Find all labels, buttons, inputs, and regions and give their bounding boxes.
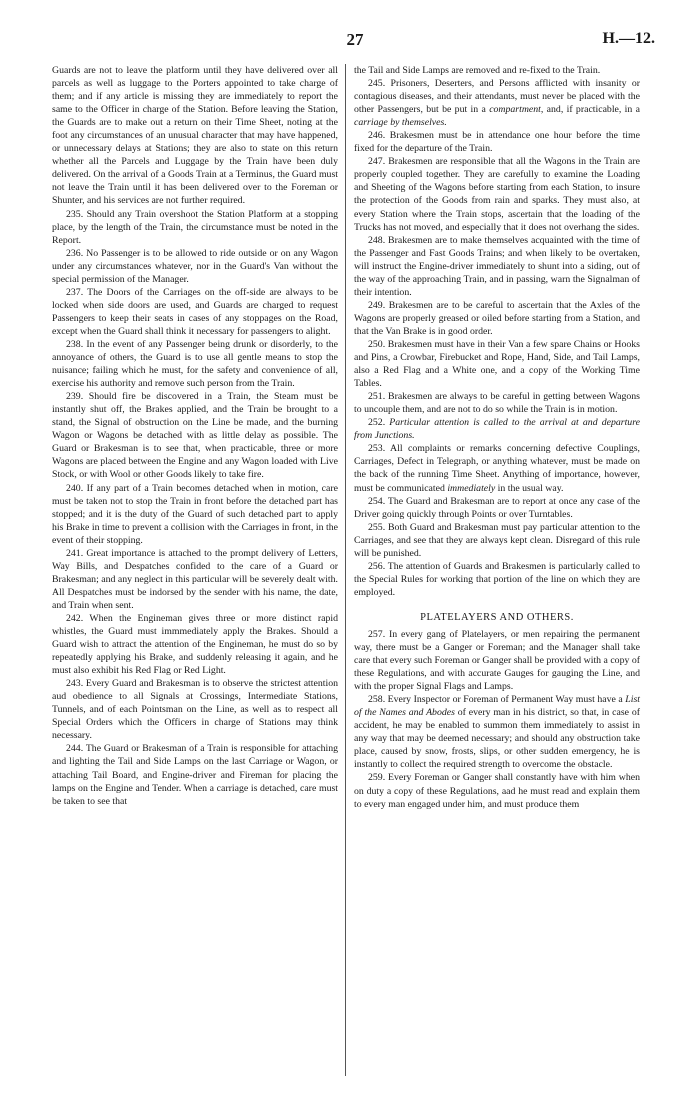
paragraph-250: 250. Brakesmen must have in their Van a few spare Chains or Hooks and Pins, a Crowbar, Firebucket and Rope, Hand, Side, and Tail Lamps, also a Red Flag and a White one, and a copy of the Working Time Tables. (354, 338, 640, 390)
text-columns (52, 64, 650, 1084)
paragraph-256: 256. The attention of Guards and Brakesmen is particularly called to the Special Rules for working that portion of the line on which they are employed. (354, 560, 640, 598)
right-column (354, 64, 640, 811)
page-header (55, 30, 655, 52)
section-heading: PLATELAYERS AND OTHERS. (420, 611, 574, 623)
paragraph-244: 244. The Guard or Brakesman of a Train is responsible for attaching and lighting the Tail and Side Lamps on the last Carriage or Wagon, or attaching Tail Board, and Engine-driver and Fireman for placing the lamps on the Engine and Tender. When a carriage is detached, care must be taken to see that (52, 743, 338, 807)
paragraph-237: 237. The Doors of the Carriages on the off-side are always to be locked when side doors are used, and Guards are charged to request Passengers to keep their seats in cases of any stoppages on the Road, except when the Guard shall think it necessary for passengers to alight. (52, 286, 338, 337)
paragraph-242: 242. When the Engineman gives three or more distinct rapid whistles, the Guard must immmediately apply the Brakes. Should a Guard wish to attract the attention of the Engineman, he must do so by repeatedly applying his Brake, and suddenly releasing it again, and he must also exhibit his Red Flag or Red Light. (52, 612, 338, 677)
paragraph-246: 246. Brakesmen must be in attendance one hour before the time fixed for the departure of the Train. (354, 130, 640, 155)
paragraph-247: 247. Brakesmen are responsible that all the Wagons in the Train are properly coupled together. They are carefully to examine the Loading and Sheeting of the Wagons before starting from each Station, to insure the protection of the Goods from rain and sparks. They must also, at every Station where the Train stops, ascertain that the loading of the Trucks has not moved, and especially that it does not overhang the sides. (354, 156, 640, 233)
paragraph-251: 251. Brakesmen are always to be careful in getting between Wagons to uncouple them, and are not to do so while the Train is in motion. (354, 391, 640, 416)
column-divider (345, 64, 346, 1076)
document-reference: H.—12. (602, 30, 655, 47)
paragraph-238: 238. In the event of any Passenger being drunk or disorderly, to the annoyance of others, the Guard is to use all gentle means to stop the nuisance; failing which he must, for the safety and convenience of all, exercise his authority and remove such person from the Train. (52, 338, 338, 390)
paragraph-243: 243. Every Guard and Brakesman is to observe the strictest attention aud obedience to all Signals at Crossings, Intermediate Stations, Tunnels, and of each Pointsman on the Line, as well as to respect all Special Orders which the Officers in charge of Stations may think necessary. (52, 678, 338, 742)
paragraph-249: 249. Brakesmen are to be careful to ascertain that the Axles of the Wagons are properly greased or oiled before starting from a Station, and that the Van Brake is in good order. (354, 299, 640, 337)
paragraph-239: 239. Should fire be discovered in a Train, the Steam must be instantly shut off, the Brakes applied, and the Train be brought to a stand, the Signal of obstruction on the Line be made, and the burning Wagon or Wagons be detached with as little delay as possible. The Guard or Brakesman is to see that, when practicable, three or more Wagons are placed between the Engine and any Wagon loaded with Live Stock, or with Wool or other Goods likely to take fire. (52, 391, 338, 481)
left-column (52, 64, 338, 808)
paragraph-245: 245. Prisoners, Deserters, and Persons afflicted with insanity or contagious diseases, and their attendants, must never be placed with the other Passengers, but be put in a compartment, and, if practicable, in a carriage by themselves. (354, 78, 640, 129)
paragraph-235: 235. Should any Train overshoot the Station Platform at a stopping place, by the length of the Train, the circumstance must be noted in the Report. (52, 208, 338, 246)
paragraph-241: 241. Great importance is attached to the prompt delivery of Letters, Way Bills, and Despatches confided to the care of a Guard or Brakesman; and any neglect in this particular will be severely dealt with. All Despatches must be indorsed by the sender with his name, the date, and Train when sent. (52, 547, 338, 611)
page-number: 27 (346, 30, 364, 49)
paragraph-258: 258. Every Inspector or Foreman of Permanent Way must have a List of the Names and Abodes of every man in his district, so that, in case of accident, he may be enabled to summon them immediately to assist in any way that may be deemed necessary; and should any obstruction take place, caused by snow, frosts, slips, or other sudden emergency, he is instantly to collect the required strength to overcome the obstacle. (354, 694, 640, 771)
paragraph-248: 248. Brakesmen are to make themselves acquainted with the time of the Passenger and Fast Goods Trains; and when likely to be overtaken, will instruct the Engine-driver immediately to shunt into a siding, out of the way of the approaching Train, and in passing, warn the Signalman of their intention. (354, 234, 640, 298)
paragraph-252: 252. Particular attention is called to the arrival at and departure from Junctions. (354, 417, 640, 442)
paragraph-253: 253. All complaints or remarks concerning defective Couplings, Carriages, Defect in Telegraph, or anything whatever, must be made on the back of the running Time Sheet. Anything of importance, however, must be communicated immediately in the usual way. (354, 443, 640, 494)
paragraph-continuation: Guards are not to leave the platform until they have delivered over all parcels as well as luggage to the Porters appointed to take charge of them; and if any article is missing they are immediately to report the same to the Officer in charge of the Station. Before leaving the Station, the Guards are to make out a return on their Time Sheet, noting at the foot any circumstances of an unusual character that may have happened, or unnecessary delays at Stations; they are also to state on this return whether all the Parcels and Luggage by the Train have been duly delivered. On the arrival of a Goods Train at a Terminus, the Guard must not leave the Train until it has been delivered over to the Foreman or Shunter, and his services are not further required. (52, 65, 338, 207)
paragraph-255: 255. Both Guard and Brakesman must pay particular attention to the Carriages, and see that they are always kept clean. Disregard of this rule will be punished. (354, 521, 640, 559)
paragraph-254: 254. The Guard and Brakesman are to report at once any case of the Driver going quickly through Points or over Turntables. (354, 495, 640, 520)
paragraph-236: 236. No Passenger is to be allowed to ride outside or on any Wagon under any circumstances whatever, nor in the Guard's Van without the special permission of the Manager. (52, 247, 338, 285)
paragraph-259: 259. Every Foreman or Ganger shall constantly have with him when on duty a copy of these Regulations, aad he must read and explain them to every man engaged under him, and must produce them (354, 772, 640, 810)
paragraph-continuation: the Tail and Side Lamps are removed and re-fixed to the Train. (354, 65, 601, 76)
paragraph-240: 240. If any part of a Train becomes detached when in motion, care must be taken not to stop the Train in front before the detached part has stopped; and it is the duty of the Guard of such detached part to apply his Brake in time to prevent a collision with the Carriages in front, in the event of their stopping. (52, 482, 338, 546)
paragraph-257: 257. In every gang of Platelayers, or men repairing the permanent way, there must be a Ganger or Foreman; and the Manager shall take care that every such Foreman or Ganger shall be provided with a copy of these Regulations, and with accurate Gauges for gauging the Line, and with the proper Signal Flags and Lamps. (354, 628, 640, 693)
